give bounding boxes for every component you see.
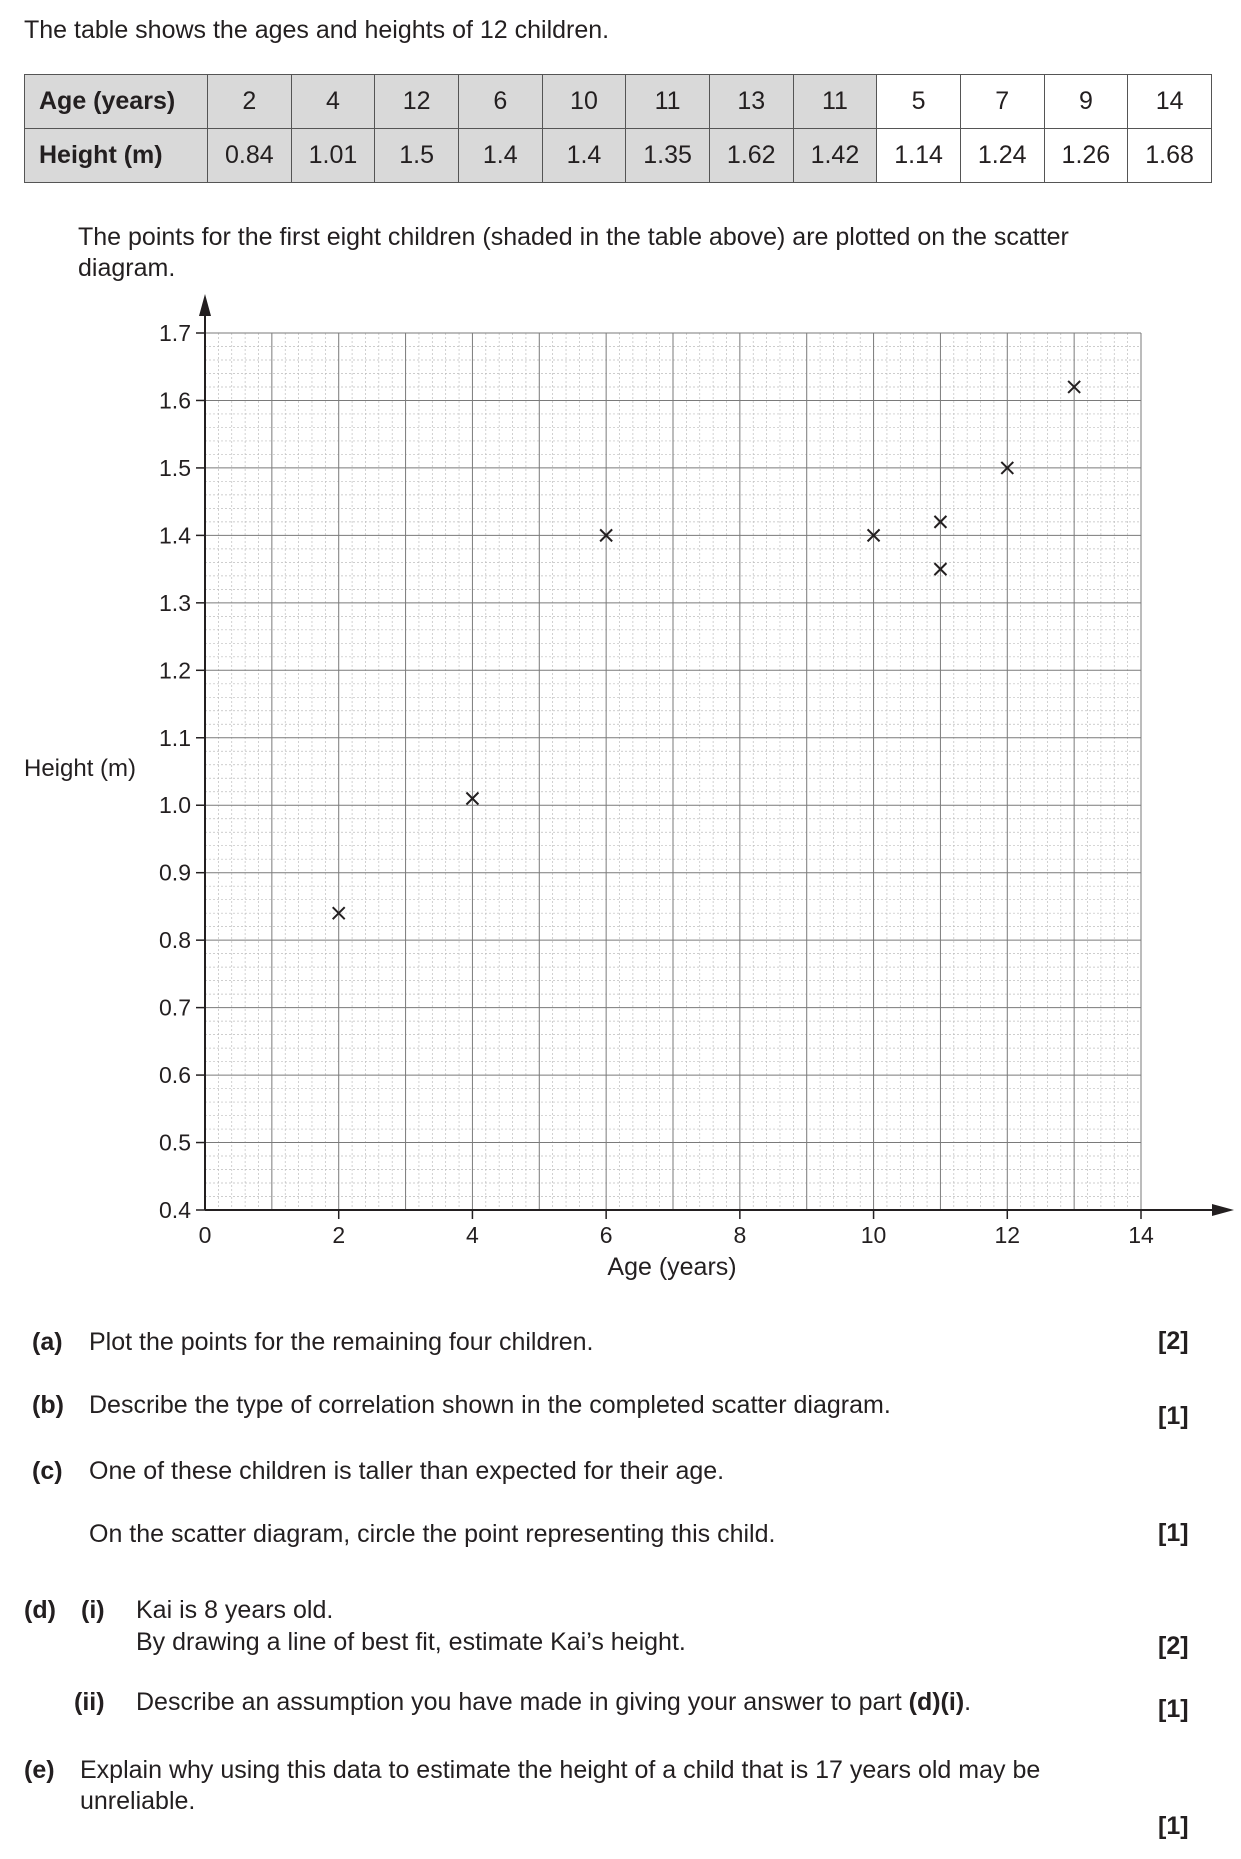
x-tick-label: 6: [599, 1222, 613, 1248]
age-cell: 9: [1044, 75, 1128, 129]
y-axis-label: Height (m): [24, 755, 137, 782]
height-cell: 1.68: [1128, 129, 1212, 183]
question-b-label: (b): [32, 1391, 64, 1419]
height-cell: 1.4: [458, 129, 542, 183]
question-a-marks: [2]: [1158, 1327, 1189, 1355]
age-cell: 13: [709, 75, 793, 129]
question-d-ii-text-post: .: [964, 1688, 972, 1716]
question-a: [32, 1326, 63, 1359]
y-tick-label: 1.2: [159, 657, 191, 684]
y-tick-label: 1.1: [159, 724, 191, 751]
height-cell: 1.35: [626, 129, 710, 183]
question-c-text2: On the scatter diagram, circle the point representing this child.: [89, 1520, 776, 1548]
question-a-label: (a): [32, 1328, 63, 1356]
age-cell: 2: [208, 75, 292, 129]
question-c-text1: One of these children is taller than expected for their age.: [89, 1457, 725, 1485]
question-b-marks: [1]: [1158, 1402, 1189, 1430]
height-cell: 1.24: [960, 129, 1044, 183]
question-e-label: (e): [24, 1756, 55, 1784]
y-tick-label: 1.3: [159, 589, 191, 616]
x-tick-label: 2: [332, 1222, 346, 1248]
x-tick-label: 10: [860, 1222, 887, 1248]
question-d-i-text2: By drawing a line of best fit, estimate Kai’s height.: [136, 1628, 686, 1656]
y-tick-label: 0.8: [159, 927, 191, 954]
y-tick-label: 1.0: [159, 792, 191, 819]
height-row-label: Height (m): [25, 129, 208, 183]
age-cell: 7: [960, 75, 1044, 129]
question-d-ii-label: (ii): [74, 1688, 105, 1716]
x-tick-label: 0: [198, 1222, 212, 1248]
question-d-ii-text: [136, 1686, 971, 1719]
y-tick-label: 1.4: [159, 522, 191, 549]
y-axis-arrow: [199, 294, 211, 316]
question-c-label: (c): [32, 1457, 63, 1485]
question-d-ii-text-pre: Describe an assumption you have made in giving your answer to part: [136, 1688, 909, 1716]
y-tick-label: 0.6: [159, 1062, 191, 1089]
x-tick-label: 4: [466, 1222, 479, 1248]
y-tick-label: 0.9: [159, 859, 191, 886]
question-d-i-marks: [2]: [1158, 1632, 1189, 1660]
y-tick-label: 1.6: [159, 387, 191, 414]
plotted-note: The points for the first eight children (shaded in the table above) are plotted on the scatter diagram.: [78, 223, 1069, 282]
height-cell: 1.14: [877, 129, 961, 183]
age-cell: 14: [1128, 75, 1212, 129]
x-tick-label: 14: [1128, 1222, 1154, 1248]
height-cell: 1.5: [375, 129, 459, 183]
x-axis-label: Age (years): [607, 1253, 737, 1281]
intro-text: The table shows the ages and heights of 12 children.: [24, 16, 610, 44]
question-a-text: Plot the points for the remaining four children.: [89, 1328, 594, 1356]
y-tick-label: 0.5: [159, 1129, 191, 1156]
question-d-ii-ref: (d)(i): [908, 1688, 965, 1716]
question-e-text2: unreliable.: [80, 1787, 196, 1815]
question-e-marks: [1]: [1158, 1812, 1189, 1840]
height-cell: 1.01: [291, 129, 375, 183]
y-tick-label: 1.5: [159, 454, 191, 481]
question-b-text: Describe the type of correlation shown in the completed scatter diagram.: [89, 1391, 891, 1419]
age-cell: 6: [458, 75, 542, 129]
age-cell: 11: [626, 75, 710, 129]
question-d-label: (d): [24, 1596, 56, 1624]
question-d-i-text1: Kai is 8 years old.: [136, 1596, 334, 1624]
height-cell: 1.62: [709, 129, 793, 183]
age-cell: 4: [291, 75, 375, 129]
y-tick-label: 0.7: [159, 994, 191, 1021]
age-row-label: Age (years): [25, 75, 208, 129]
question-c-marks: [1]: [1158, 1519, 1189, 1547]
age-cell: 11: [793, 75, 877, 129]
x-axis-arrow: [1212, 1204, 1234, 1216]
question-e-text1: Explain why using this data to estimate the height of a child that is 17 years old may be: [80, 1756, 1041, 1784]
height-cell: 1.42: [793, 129, 877, 183]
question-d-i-label: (i): [81, 1596, 105, 1624]
age-cell: 10: [542, 75, 626, 129]
height-cell: 1.4: [542, 129, 626, 183]
x-tick-label: 8: [733, 1222, 747, 1248]
age-cell: 12: [375, 75, 459, 129]
height-cell: 1.26: [1044, 129, 1128, 183]
age-cell: 5: [877, 75, 961, 129]
y-tick-label: 1.7: [159, 320, 191, 346]
y-tick-label: 0.4: [159, 1197, 191, 1223]
x-tick-label: 12: [994, 1222, 1021, 1248]
height-cell: 0.84: [208, 129, 292, 183]
question-d-ii-marks: [1]: [1158, 1695, 1189, 1723]
